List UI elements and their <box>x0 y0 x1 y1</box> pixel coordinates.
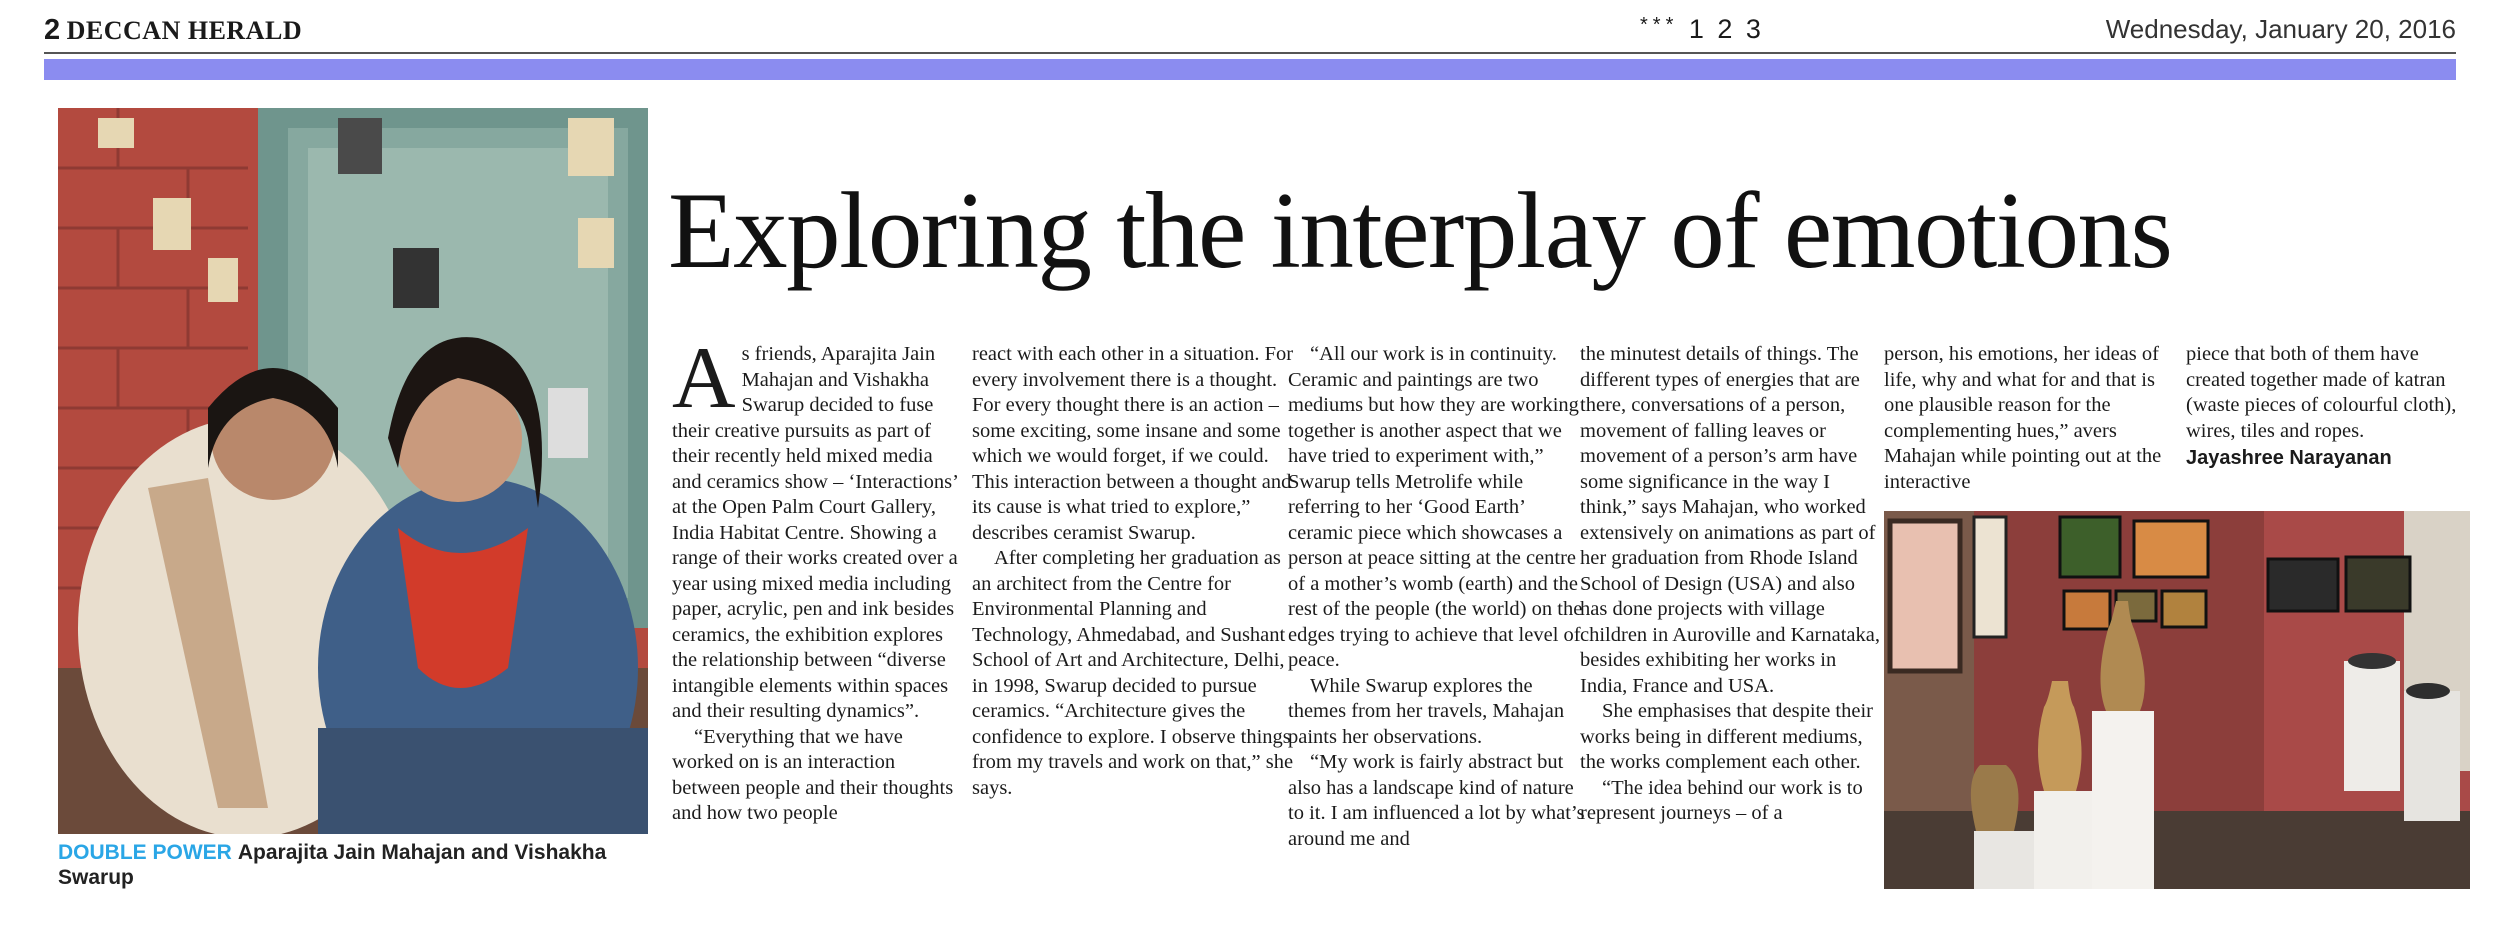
article-paragraph: “My work is fairly abstract but also has a landscape kind of nature to it. I am influenced a lot by what’s around me and <box>1288 751 1585 850</box>
article-paragraph: “Everything that we have worked on is an interaction between people and their thoughts and how two people <box>672 725 954 824</box>
page-number: 2 <box>44 14 61 46</box>
article-paragraph: person, his emotions, her ideas of life, why and what for and that is one plausible reason for the complementing hues,” avers Mahajan while pointing out at the interactive <box>1884 343 2162 493</box>
article-paragraph: She emphasises that despite their works being in different mediums, the works complement each other. <box>1580 700 1873 773</box>
article-paragraph: As friends, Aparajita Jain Mahajan and Vishakha Swarup decided to fuse their creative pursuits as part of their recently held mixed media and ceramics show – ‘Interactions’ at the Open Palm Court Gallery, India Habitat Centre. Showing a range of their works created over a year using mixed media including paper, acrylic, pen and ink besides ceramics, the exhibition explores the relationship between “diverse intangible elements within spaces and their resulting dynamics”. <box>672 330 958 722</box>
masthead-paper-name <box>44 14 302 47</box>
article-paragraph: While Swarup explores the themes from her travels, Mahajan paints her observations. <box>1288 674 1565 748</box>
caption-text: Aparajita Jain Mahajan and Vishakha Swarup <box>58 841 607 889</box>
edition-number: 1 2 3 <box>1688 14 1764 44</box>
portrait-photo <box>58 108 648 834</box>
headline: Exploring the interplay of emotions <box>668 170 2172 291</box>
gallery-photo <box>1884 511 2470 889</box>
publication-date: Wednesday, January 20, 2016 <box>2105 14 2456 44</box>
article-paragraph: After completing her graduation as an architect from the Centre for Environmental Planning and Technology, Ahmedabad, and Sushant School of Art and Architecture, Delhi, in 1998, Swarup decided to pursue ceramics. “Architecture gives the confidence to explore. I observe things from my travels and work on that,” she says. <box>972 547 1294 799</box>
article-paragraph: “All our work is in continuity. Ceramic and paintings are two mediums but how they are working together is another aspect that we have tried to experiment with,” Swarup tells Metrolife while referring to her ‘Good Earth’ ceramic piece which showcases a person at peace sitting at the centre of a mother’s womb (earth) and the rest of the people (the world) on the edges trying to achieve that level of peace. <box>1288 343 1583 671</box>
edition-stars: *** <box>1640 14 1679 36</box>
drop-cap: A <box>672 330 736 427</box>
article-column-6 <box>2186 342 2462 472</box>
article-paragraph: “The idea behind our work is to represent journeys – of a <box>1580 776 1863 824</box>
article-paragraph: the minutest details of things. The different types of energies that are there, conversations of a person, movement of falling leaves or movement of a person’s arm have some significance in the way I think,” says Mahajan, who worked extensively on animations as part of her graduation from Rhode Island School of Design (USA) and also has done projects with village children in Auroville and Karnataka, besides exhibiting her works in India, France and USA. <box>1580 343 1880 697</box>
article-column-1 <box>672 330 964 827</box>
article-column-3 <box>1288 342 1588 852</box>
article-paragraph: piece that both of them have created together made of katran (waste pieces of colourful cloth), wires, tiles and ropes. <box>2186 343 2457 442</box>
edition-marker <box>1640 14 1764 45</box>
article-column-4 <box>1580 342 1880 827</box>
byline: Jayashree Narayanan <box>2186 447 2392 469</box>
color-band <box>44 59 2456 80</box>
caption-kicker: DOUBLE POWER <box>58 841 232 864</box>
masthead-rule <box>44 52 2456 54</box>
photo-caption <box>58 840 658 890</box>
paper-name: DECCAN HERALD <box>66 16 303 45</box>
article-column-5 <box>1884 342 2166 495</box>
article-paragraph: react with each other in a situation. For every involvement there is a thought. For every thought there is an action – some exciting, some insane and some which we would forget, if we could. This interaction between a thought and its cause is what tried to explore,” describes ceramist Swarup. <box>972 343 1294 544</box>
article-column-2 <box>972 342 1304 801</box>
